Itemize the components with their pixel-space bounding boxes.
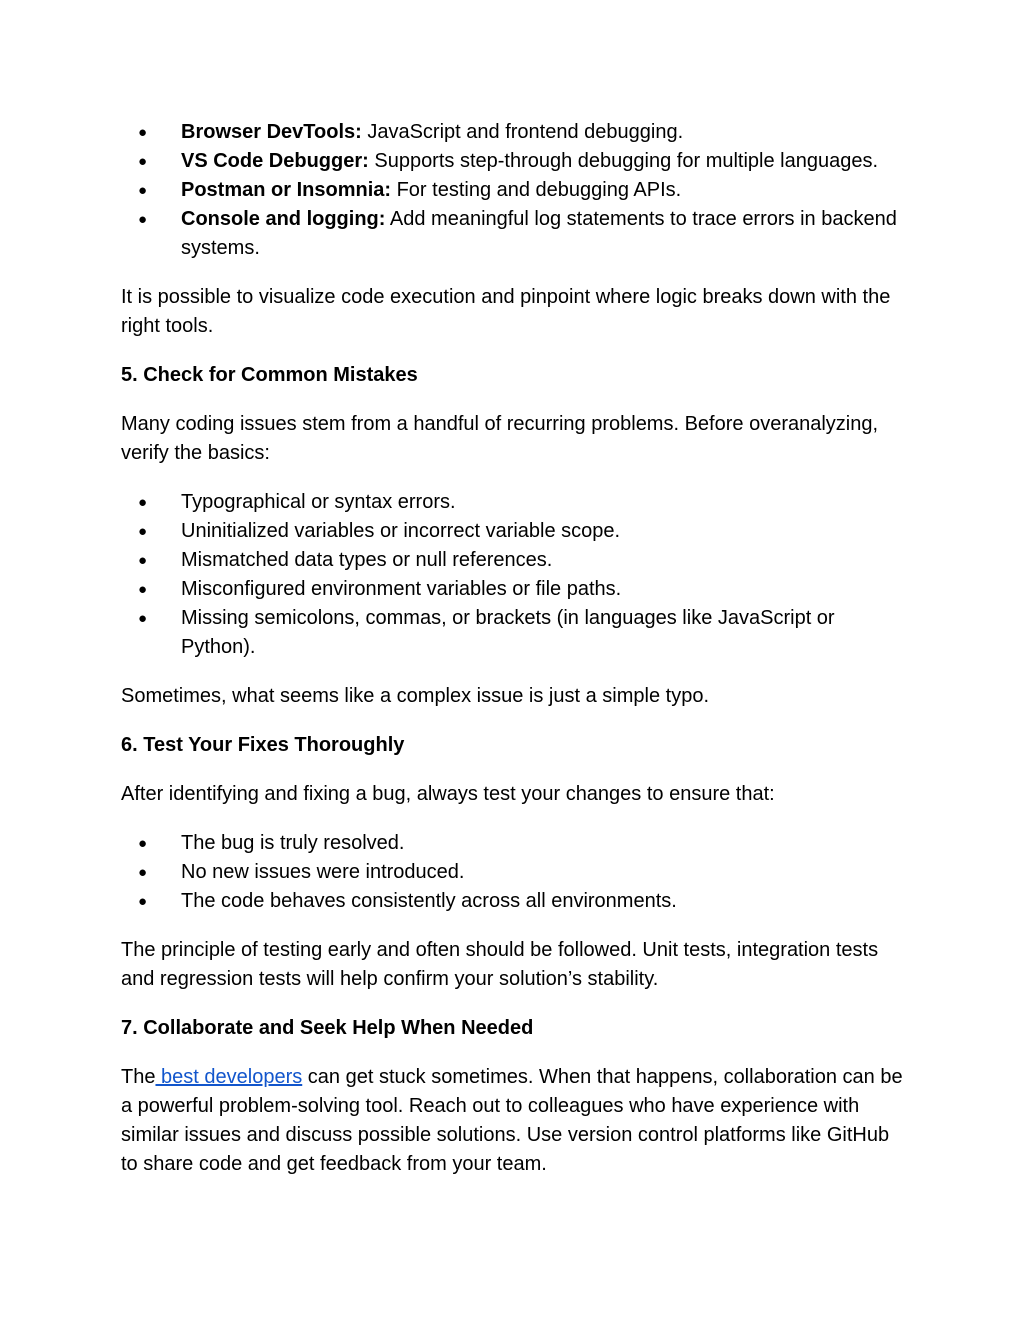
bullet-icon: ●	[138, 552, 148, 569]
para-rest: can get stuck sometimes. When that happens, collaboration can be a powerful problem-solving tool. Reach out to colleagues who have experience with similar issues and discuss possible solutions. Use version control platforms like GitHub to share code and get feedback from your team.	[121, 1066, 903, 1175]
item-text: The bug is truly resolved.	[181, 832, 405, 854]
section-5-intro: Many coding issues stem from a handful of recurring problems. Before overanalyzing, verify the basics:	[121, 413, 879, 464]
list-item	[121, 858, 911, 887]
bullet-icon: ●	[138, 494, 148, 511]
list-item	[121, 205, 911, 263]
section-6-heading: 6. Test Your Fixes Thoroughly	[121, 734, 405, 756]
item-desc: JavaScript and frontend debugging.	[361, 121, 684, 143]
bullet-icon: ●	[138, 610, 148, 627]
section-6-intro: After identifying and fixing a bug, always test your changes to ensure that:	[121, 783, 775, 805]
item-text: Misconfigured environment variables or file paths.	[181, 578, 622, 600]
item-desc: For testing and debugging APIs.	[391, 179, 682, 201]
item-text: Typographical or syntax errors.	[181, 491, 456, 513]
bullet-icon: ●	[138, 124, 148, 141]
section-5-heading: 5. Check for Common Mistakes	[121, 364, 418, 386]
item-desc: Add meaningful log statements to trace errors in backend systems.	[181, 208, 897, 259]
list-item	[121, 176, 911, 205]
list-item	[121, 829, 911, 858]
section-5-list	[121, 488, 911, 662]
tools-paragraph: It is possible to visualize code execution and pinpoint where logic breaks down with the right tools.	[121, 286, 891, 337]
section-6-list	[121, 829, 911, 916]
section-6-outro: The principle of testing early and often should be followed. Unit tests, integration tests and regression tests will help confirm your solution’s stability.	[121, 939, 879, 990]
item-text: No new issues were introduced.	[181, 861, 465, 883]
item-text: Missing semicolons, commas, or brackets (in languages like JavaScript or Python).	[181, 607, 835, 658]
item-term: Postman or Insomnia:	[181, 179, 392, 201]
bullet-icon: ●	[138, 581, 148, 598]
item-term: VS Code Debugger:	[181, 150, 369, 172]
best-developers-link[interactable]: best developers	[155, 1066, 303, 1088]
bullet-icon: ●	[138, 182, 148, 199]
list-item	[121, 147, 911, 176]
item-term: Console and logging:	[181, 208, 386, 230]
bullet-icon: ●	[138, 893, 148, 910]
item-text: Mismatched data types or null references.	[181, 549, 553, 571]
bullet-icon: ●	[138, 211, 148, 228]
list-item	[121, 575, 911, 604]
document-page	[121, 118, 911, 1199]
item-desc: Supports step-through debugging for multiple languages.	[368, 150, 879, 172]
item-term: Browser DevTools:	[181, 121, 362, 143]
list-item	[121, 517, 911, 546]
list-item	[121, 546, 911, 575]
bullet-icon: ●	[138, 523, 148, 540]
section-7-heading: 7. Collaborate and Seek Help When Needed	[121, 1017, 534, 1039]
item-text: Uninitialized variables or incorrect variable scope.	[181, 520, 621, 542]
item-text: The code behaves consistently across all environments.	[181, 890, 677, 912]
para-start: The	[121, 1066, 156, 1088]
list-item	[121, 887, 911, 916]
tools-list	[121, 118, 911, 263]
list-item	[121, 488, 911, 517]
bullet-icon: ●	[138, 153, 148, 170]
bullet-icon: ●	[138, 864, 148, 881]
list-item	[121, 118, 911, 147]
bullet-icon: ●	[138, 835, 148, 852]
list-item	[121, 604, 911, 662]
section-7-paragraph	[121, 1063, 911, 1179]
section-5-outro: Sometimes, what seems like a complex issue is just a simple typo.	[121, 685, 709, 707]
